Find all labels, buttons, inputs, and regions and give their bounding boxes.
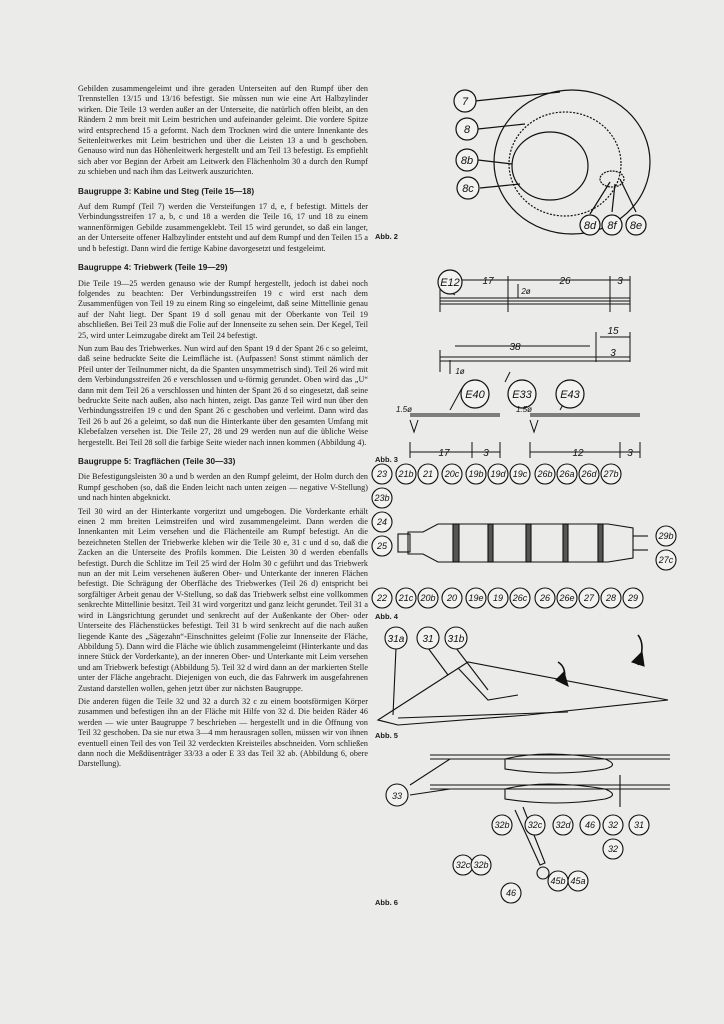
label-32-lower: 32 [607,844,619,854]
figure-abb2 [440,84,670,244]
label-26b: 26b [537,469,553,479]
caption-abb2: Abb. 2 [375,232,398,241]
label-22: 22 [376,593,388,603]
label-27: 27 [583,593,595,603]
label-33: 33 [391,791,403,801]
label-19b: 19b [468,469,484,479]
dim-3b: 3 [610,348,616,359]
label-8b: 8b [460,155,474,167]
paragraph: Auf dem Rumpf (Teil 7) werden die Versteifungen 17 d, e, f befestigt. Mittels der Verbindungsstreifen 17 a, b, c und 18 a werden die Teile 16, 17 und 18 zu einem wannenförmigen Gebilde zusammengeklebt. Teil 15 wird gerundet, so daß ein langer, an der Unterseite offener Halbzylinder entsteht und auf dem Rumpf und den Teilen 15 a und b befestigt. Dann wird die fertige Kabine davorgesetzt und festgeleimt. [78,202,368,253]
label-19: 19 [492,593,504,603]
label-8f: 8f [607,220,617,232]
dim-26: 26 [559,276,571,287]
label-31: 31 [422,634,434,645]
label-31b: 31b [447,634,465,645]
dim-15: 15 [607,326,619,337]
label-7: 7 [461,96,469,108]
label-27c: 27c [658,555,674,565]
dim-3c: 3 [483,448,489,459]
label-32d: 32d [555,820,571,830]
dim-12: 12 [572,448,584,459]
label-19d: 19d [490,469,506,479]
label-e33: E33 [512,389,532,401]
label-21: 21 [422,469,434,479]
label-19c: 19c [512,469,528,479]
dim-1o: 1ø [455,367,465,376]
label-8e: 8e [629,220,643,232]
paragraph: Die anderen fügen die Teile 32 und 32 a durch 32 c zu einem bootsförmigen Körper zusammen und befestigen ihn an der Fläche mit Hilfe von 32 d. Die beiden Räder 46 werden — wie unter Baugruppe 7 beschrieben — hergestellt und in die Öffnung von Teil 32 geschoben. Da sie nur etwa 3—4 mm herausragen sollen, müssen wir von ihnen eventuell einen Teil des von Teil 32 verdeckten Kreisteiles abschneiden. Vorn schließen dann noch die Meßdüsenträger 33/33 a oder E 33 das Teil 32 ab. (Abbildung 6, obere Darstellung). [78,696,368,769]
dim-3d: 3 [627,448,633,459]
label-21c: 21c [398,593,414,603]
label-26d: 26d [581,469,597,479]
label-20b: 20b [420,593,436,603]
label-21b: 21b [398,469,414,479]
paragraph: Die Teile 19—25 werden genauso wie der Rumpf hergestellt, jedoch ist dabei noch folgendes zu beachten: Der Verbindungsstreifen 19 c wird erst nach dem Zusammenfügen von Teil 19 zu einem Ring so eingeleimt, daß seine Mittellinie genau auf der Naht liegt. Der Spant 19 d soll genau mit der Oberkante von Teil 19 abschließen. Bei Teil 23 muß die Folie auf der Innenseite zu sehen sein. Der Kegel, Teil 25, wird unter Leimzugabe direkt am Teil 24 befestigt. [78,278,368,340]
label-27b: 27b [603,469,619,479]
label-31a: 31a [387,634,405,645]
paragraph: Gebilden zusammengeleimt und ihre geraden Unterseiten auf den Rumpf über den Trennstellen 13/15 und 13/16 befestigt. Sie müssen nun wie eine Art Halbzylinder wirken. Die Teile 13 werden außer an der Unterseite, die natürlich offen bleibt, an den Rändern 2 mm breit mit Leim bestrichen und aufeinander geleimt. Die vordere Spitze wird entsprechend 15 a geformt. Nach dem Trocknen wird die untere Innenkante des Seitenleitwerkes mit Leim bestrichen und über die Leisten 13 a und b geschoben. Genauso wird nun das Höhenleitwerk hergestellt und am Teil 13 befestigt. Es empfiehlt sich aber vor Beginn der Arbeit am Leitwerk den Flächenholm 30 a durch den Rumpf zu schieben und nach ihm das Leitwerk auszurichten. [78,84,368,177]
label-24: 24 [376,517,388,527]
label-20c: 20c [444,469,460,479]
label-29: 29 [627,593,639,603]
dim-15o-a: 1.5ø [395,405,413,414]
label-8c: 8c [462,183,474,195]
label-32b-lower: 32b [473,860,489,870]
caption-abb5: Abb. 5 [375,731,398,740]
caption-abb4: Abb. 4 [375,612,398,621]
label-e40: E40 [465,389,485,401]
caption-abb6: Abb. 6 [375,898,398,907]
figure-abb5 [368,620,688,735]
label-20: 20 [446,593,458,603]
paragraph: Die Befestigungsleisten 30 a und b werden an den Rumpf geleimt, der Holm durch den Rumpf geschoben (so, daß die Enden leicht nach unten zeigen — negative V-Stellung) und nach hinten abgeknickt. [78,472,368,503]
label-45a: 45a [570,876,586,886]
label-19e: 19e [468,593,484,603]
label-26: 26 [539,593,551,603]
dim-15o-b: 1.5ø [515,405,533,414]
paragraph: Nun zum Bau des Triebwerkes. Nun wird auf den Spant 19 d der Spant 26 c so geleimt, daß seine bedruckte Seite die Leimfläche ist. (Aufpassen! Sonst stimmt nämlich der Pfeil unter der Teilnummer nicht, da die Spanten unsymmetrisch sind). Teil 26 wird mit dem Verbindungsstreifen 26 e verschlossen und u-förmig gerundet. Oben wird das „U“ dann mit dem Teil 26 a verschlossen und hinten der Spant 26 d so eingesetzt, daß seine bedruckte Seite nach außen, also nach hinten, zeigt. Das ganze Teil wird nun über den Verbindungsstreifen 19 c und den Spant 26 c geschoben und verleimt. Dann wird das Teil 26 b auf 26 a geleimt, so daß nun die Hinterkante über den gesamten Umfang mit Klebefalzen versehen ist. Die Teile 27, 28 und 29 werden nun auf die übliche Weise hergestellt. Bei Teil 28 soll die farbige Seite wieder nach innen kommen (Abbildung 4). [78,343,368,447]
caption-abb3: Abb. 3 [375,455,398,464]
label-8: 8 [463,124,471,136]
label-32: 32 [607,820,619,830]
label-32b: 32b [494,820,510,830]
dim-17b: 17 [438,448,450,459]
label-28: 28 [605,593,617,603]
label-23: 23 [376,469,388,479]
section-heading: Baugruppe 4: Triebwerk (Teile 19—29) [78,263,228,273]
figure-abb6 [375,735,685,910]
label-26a: 26a [559,469,575,479]
label-32c-lower: 32c [455,860,471,870]
text-column [78,84,368,773]
section-heading: Baugruppe 3: Kabine und Steg (Teile 15—18) [78,186,255,196]
label-8d: 8d [583,220,597,232]
label-e43: E43 [560,389,580,401]
dim-3: 3 [617,276,623,287]
label-26c: 26c [512,593,528,603]
label-46: 46 [584,820,596,830]
dim-17: 17 [482,276,494,287]
figure-abb4 [368,462,688,612]
section-heading: Baugruppe 5: Tragflächen (Teile 30—33) [78,457,236,466]
label-32c: 32c [527,820,543,830]
label-e12: E12 [440,277,460,289]
label-25: 25 [376,541,388,551]
dim-2o: 2ø [521,287,531,296]
label-26e: 26e [559,593,575,603]
label-29b: 29b [658,531,674,541]
dim-38: 38 [509,342,521,353]
paragraph: Teil 30 wird an der Hinterkante vorgeritzt und umgebogen. Die Vorderkante erhält einen 2 mm breiten Leimstreifen und wird zusammengeleimt. Dann werden die Innenkanten mit Leim versehen und die Flächenteile am Rumpf befestigt. An die bezeichneten Stellen der Triebwerke kleben wir die Teile 30 e, 31 c und d so, daß die Zacken an die Unterseite des Profils kommen. Die Leisten 30 d werden ebenfalls befestigt. Durch die Schlitze im Teil 25 wird der Holm 30 c geführt und das Triebwerk nun an der mit Leim versehenen äußeren Ober- und Unterkante der inneren Flächen befestigt. Die Schrägung der Oberfläche des Triebwerkes (Teil 26 d) entspricht bei sorgfältiger Arbeit genau der V-Stellung, so daß das Triebwerk selbst eine vollkommen senkrechte Mittellinie besitzt. Teil 31 wird vorgeritzt und ganz leicht gerundet. Teil 31 a wird in Längsrichtung gerundet und senkrecht auf der Außenkante der Ober- oder Unterseite des Flächenstückes befestigt. Teil 31 b wird senkrecht auf die nach außen liegende Kante des „Sägezahn“-Einschnittes geleimt (Folie zur Innenseite der Fläche, Abbildung 5). Dann wird die Fläche wie üblich zusammengeleimt (Hinterkante und das innere Stück der Vorderkante), an der inneren Ober- und Unterkante mit Leim versehen und am Triebwerk befestigt (Abbildung 5). Teil 32 d wird dann an der markierten Stelle unter der Fläche angebracht. Diejenigen von euch, die das Fahrwerk im ausgefahrenen Zustand darstellen wollen, gehen jetzt über zur nächsten Baugruppe. [78,506,368,693]
label-23b: 23b [374,493,390,503]
label-45b: 45b [550,876,566,886]
label-31: 31 [633,820,645,830]
label-46-lower: 46 [505,888,517,898]
figure-abb3 [395,262,660,462]
